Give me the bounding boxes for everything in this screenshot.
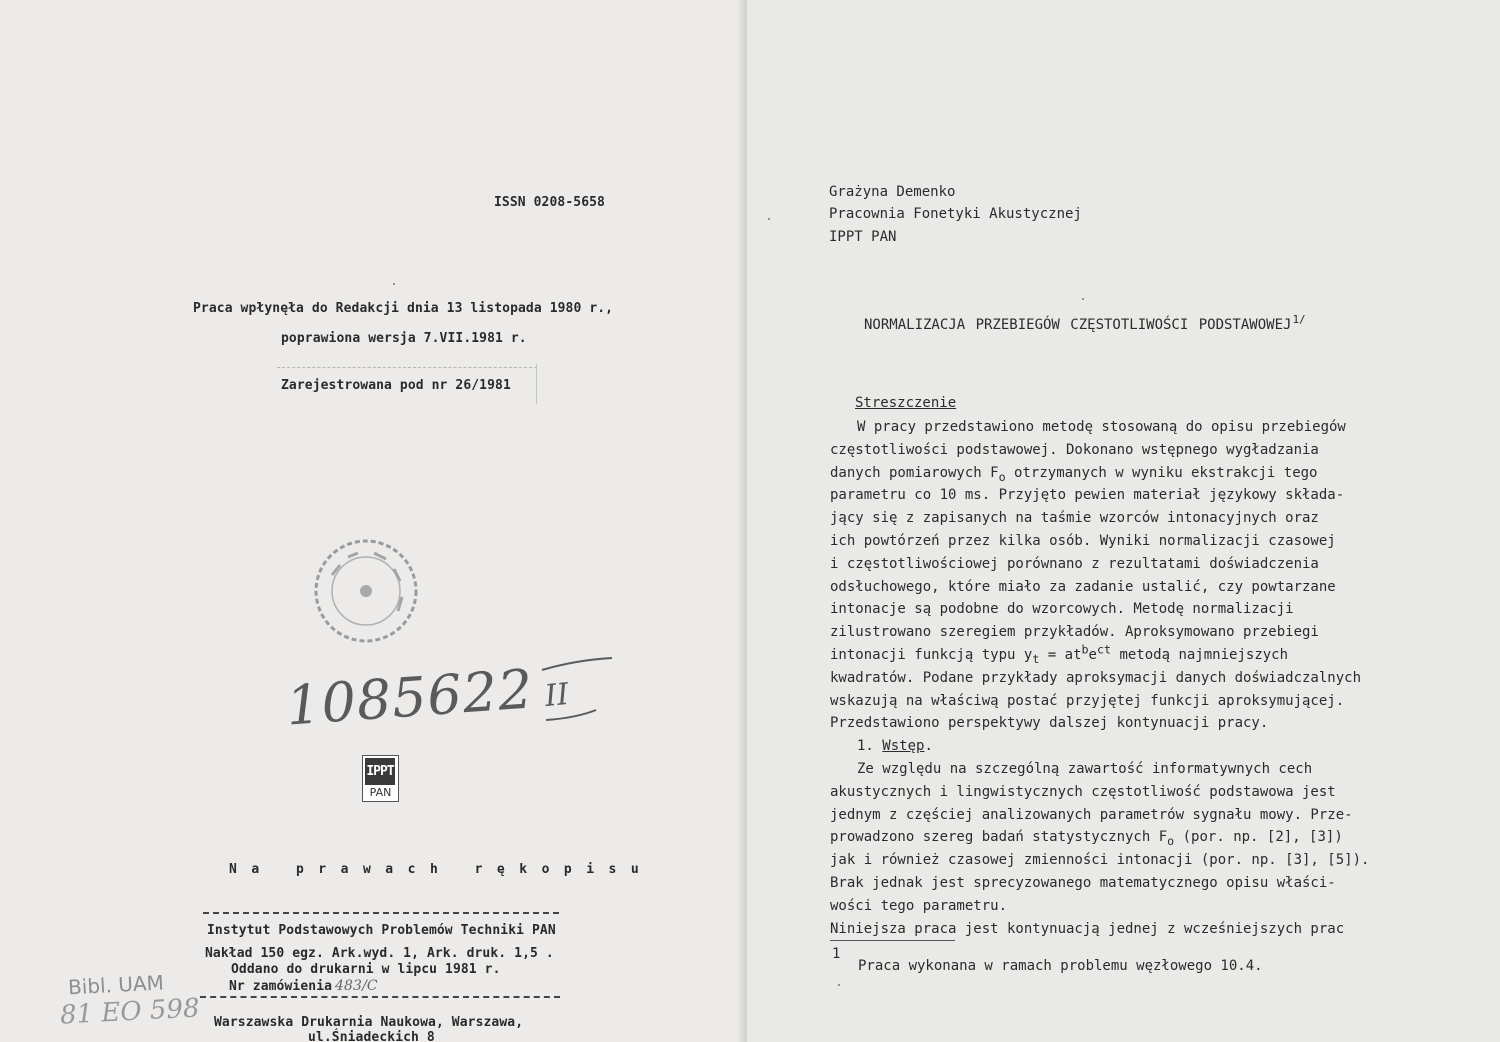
library-round-stamp (310, 535, 422, 647)
subscript: o (1167, 834, 1175, 849)
author-name: Grażyna Demenko (829, 184, 956, 200)
section-number: 1. (857, 738, 874, 755)
speck (768, 218, 770, 220)
author-institution: IPPT PAN (829, 229, 897, 245)
abstract-line: ich powtórzeń przez kilka osób. Wyniki normalizacji czasowej (830, 532, 1336, 549)
formula (1023, 642, 1112, 666)
intro-line: akustycznych i lingwistycznych częstotliwość podstawowa jest (830, 783, 1336, 800)
formula-eq: = at (1047, 646, 1082, 663)
divider (536, 364, 537, 404)
imprint-details: Nakład 150 egz. Ark.wyd. 1, Ark. druk. 1,5 . (205, 946, 554, 961)
printer-name: Warszawska Drukarnia Naukowa, Warszawa, (214, 1015, 524, 1030)
intro-line: Niniejsza praca jest kontynuacją jednej z wcześniejszych prac (830, 920, 1345, 937)
abstract-line: częstotliwości podstawowej. Dokonano wstępnego wygładzania (830, 441, 1319, 458)
registration-number: Zarejestrowana pod nr 26/1981 (281, 378, 511, 393)
order-number: 483/C (335, 978, 378, 994)
abstract-line: wskazują na właściwą postać przyjętej funkcji aproksymującej. (830, 692, 1345, 709)
call-number: 81 EO 598 (59, 993, 201, 1031)
abstract-line: jący się z zapisanych na taśmie wzorców intonacyjnych oraz (830, 510, 1319, 527)
abstract-line: zilustrowano szeregiem przykładów. Aproksymowano przebiegi (830, 624, 1319, 641)
abstract-line: i częstotliwościowej porównano z rezultatami doświadczenia (830, 555, 1319, 572)
abstract-line-end: otrzymanych w wyniku ekstrakcji tego (1014, 464, 1318, 481)
author-affiliation: Pracownia Fonetyki Akustycznej (829, 206, 1082, 222)
section-period: . (924, 738, 933, 755)
received-date: Praca wpłynęła do Redakcji dnia 13 listopada 1980 r., (193, 301, 614, 316)
left-page (0, 0, 745, 1042)
divider (277, 367, 537, 368)
formula-b: b (1081, 642, 1089, 657)
speck (838, 984, 840, 986)
order-label: Nr zamówienia (229, 979, 333, 994)
abstract-line: W pracy przedstawiono metodę stosowaną do opisu przebiegów (857, 419, 1346, 435)
footnote: Praca wykonana w ramach problemu węzłowego 10.4. (858, 958, 1263, 974)
subscript: o (998, 469, 1006, 484)
intro-line: jednym z częściej analizowanych parametrów sygnału mowy. Prze- (830, 806, 1353, 823)
title-footnote-mark: 1/ (1292, 313, 1306, 327)
speck (393, 283, 395, 285)
abstract-body (830, 416, 1369, 940)
dashed-divider (200, 996, 560, 998)
intro-line-start: prowadzono szereg badań statystycznych F (830, 829, 1168, 846)
institute-name: Instytut Podstawowych Problemów Techniki PAN (207, 923, 556, 938)
footnote-mark: 1 (832, 946, 841, 962)
handwritten-inventory-number: 1085622 (284, 657, 536, 738)
order-line (229, 978, 378, 994)
section-heading (830, 735, 1369, 758)
printing-date: Oddano do drukarni w lipcu 1981 r. (231, 962, 501, 977)
section-title: Wstęp (882, 738, 925, 755)
formula-y: y (1023, 646, 1033, 663)
logo-bottom-text: PAN (369, 786, 392, 799)
intro-line: Ze względu na szczególną zawartość informatywnych cech (857, 760, 1313, 777)
abstract-heading: Streszczenie (855, 395, 957, 411)
issn: ISSN 0208-5658 (494, 195, 605, 210)
abstract-line: odsłuchowego, które miało za zadanie ustalić, czy powtarzane (830, 578, 1336, 595)
formula-t: t (1032, 651, 1040, 666)
library-stamp-text: Bibl. UAM (67, 970, 165, 1000)
abstract-line: intonacje są podobne do wzorcowych. Metodę normalizacji (830, 601, 1294, 618)
abstract-line (830, 644, 1369, 667)
handwritten-volume: II (543, 676, 571, 715)
paper-title-text: NORMALIZACJA PRZEBIEGÓW CZĘSTOTLIWOŚCI PODSTAWOWEJ (864, 317, 1292, 333)
abstract-line (830, 462, 1369, 485)
abstract-line-start: danych pomiarowych F (830, 464, 999, 481)
speck (1082, 298, 1084, 300)
paper-title (864, 313, 1306, 333)
revised-version: poprawiona wersja 7.VII.1981 r. (281, 331, 527, 346)
printer-address: ul.Śniadeckich 8 (308, 1030, 435, 1042)
logo-top-text: IPPT (365, 758, 395, 785)
formula-ct: ct (1096, 642, 1112, 657)
abstract-line: parametru co 10 ms. Przyjęto pewien materiał językowy składa- (830, 487, 1345, 504)
intro-line (830, 826, 1369, 849)
dashed-divider (203, 912, 559, 914)
abstract-line-end: metodą najmniejszych (1119, 646, 1289, 663)
abstract-line-start: intonacji funkcją typu (830, 646, 1016, 663)
intro-line-end: (por. np. [2], [3]) (1182, 829, 1343, 846)
abstract-line: kwadratów. Podane przykłady aproksymacji danych doświadczalnych (830, 669, 1362, 686)
footnote-rule (830, 940, 955, 941)
abstract-line: Przedstawiono perspektywy dalszej kontynuacji pracy. (830, 715, 1269, 732)
intro-line: Brak jednak jest sprecyzowanego matematycznego opisu właści- (830, 874, 1336, 891)
ippt-pan-logo (362, 755, 399, 802)
rights-notice: Na prawach rękopisu (229, 862, 654, 877)
intro-line: jak i również czasowej zmienności intonacji (por. np. [3], [5]). (830, 852, 1370, 869)
library-stamp (59, 970, 201, 1031)
intro-line: wości tego parametru. (830, 897, 1008, 914)
formula-e: e (1088, 646, 1097, 663)
